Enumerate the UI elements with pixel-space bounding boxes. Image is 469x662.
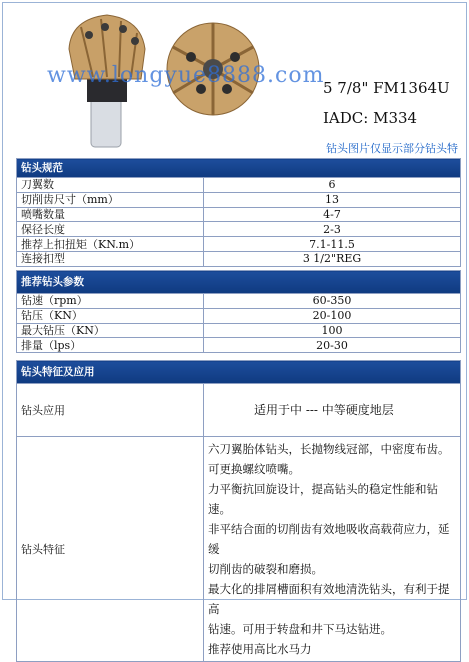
table-row xyxy=(17,251,461,266)
row-value: 60-350 xyxy=(204,294,461,309)
features-row xyxy=(17,437,461,662)
application-label: 钻头应用 xyxy=(17,384,204,437)
section-title: 推荐钻头参数 xyxy=(17,271,461,294)
product-header xyxy=(3,3,464,153)
features-application-table xyxy=(16,360,461,662)
section-title: 钻头规范 xyxy=(17,159,461,178)
table-row xyxy=(17,222,461,237)
row-label: 最大钻压（KN） xyxy=(17,323,204,338)
row-value: 100 xyxy=(204,323,461,338)
image-note: 钻头图片仅显示部分钻头特 xyxy=(326,142,458,155)
recommended-params-table xyxy=(16,270,461,353)
table-row xyxy=(17,308,461,323)
feature-line: 最大化的排屑槽面积有效地清洗钻头，有利于提高 xyxy=(208,582,450,616)
table-row xyxy=(17,237,461,252)
row-value: 7.1-11.5 xyxy=(204,237,461,252)
table-row xyxy=(17,178,461,193)
table-row xyxy=(17,294,461,309)
feature-line: 力平衡抗回旋设计，提高钻头的稳定性能和钻速。 xyxy=(208,482,438,516)
feature-line: 钻速。可用于转盘和井下马达钻进。 xyxy=(208,622,392,636)
row-label: 排量（lps） xyxy=(17,338,204,353)
row-label: 喷嘴数量 xyxy=(17,207,204,222)
table-row xyxy=(17,323,461,338)
feature-line: 非平结合面的切削齿有效地吸收高载荷应力，延缓 xyxy=(208,522,450,556)
feature-line: 推荐使用高比水马力 xyxy=(208,642,312,656)
table-row xyxy=(17,192,461,207)
row-value: 3 1/2"REG xyxy=(204,251,461,266)
watermark-url: www.longyue8888.com xyxy=(47,63,325,88)
iadc-code: IADC: M334 xyxy=(323,109,418,127)
application-value: 适用于中 --- 中等硬度地层 xyxy=(204,384,461,437)
row-value: 4-7 xyxy=(204,207,461,222)
feature-line: 可更换螺纹喷嘴。 xyxy=(208,462,300,476)
bit-spec-table xyxy=(16,158,461,267)
row-label: 切削齿尺寸（mm） xyxy=(17,192,204,207)
product-model: 5 7/8" FM1364U xyxy=(323,79,450,97)
feature-line: 六刀翼胎体钻头，长抛物线冠部，中密度布齿。 xyxy=(208,442,450,456)
section-title: 钻头特征及应用 xyxy=(17,361,461,384)
table-row xyxy=(17,338,461,353)
application-row xyxy=(17,384,461,437)
row-value: 20-100 xyxy=(204,308,461,323)
row-value: 2-3 xyxy=(204,222,461,237)
features-list xyxy=(204,437,461,662)
feature-line: 切削齿的破裂和磨损。 xyxy=(208,562,323,576)
row-label: 刀翼数 xyxy=(17,178,204,193)
features-label: 钻头特征 xyxy=(17,437,204,662)
row-value: 13 xyxy=(204,192,461,207)
row-label: 连接扣型 xyxy=(17,251,204,266)
row-label: 钻压（KN） xyxy=(17,308,204,323)
row-value: 20-30 xyxy=(204,338,461,353)
row-value: 6 xyxy=(204,178,461,193)
row-label: 保径长度 xyxy=(17,222,204,237)
row-label: 推荐上扣扭矩（KN.m） xyxy=(17,237,204,252)
row-label: 钻速（rpm） xyxy=(17,294,204,309)
table-row xyxy=(17,207,461,222)
